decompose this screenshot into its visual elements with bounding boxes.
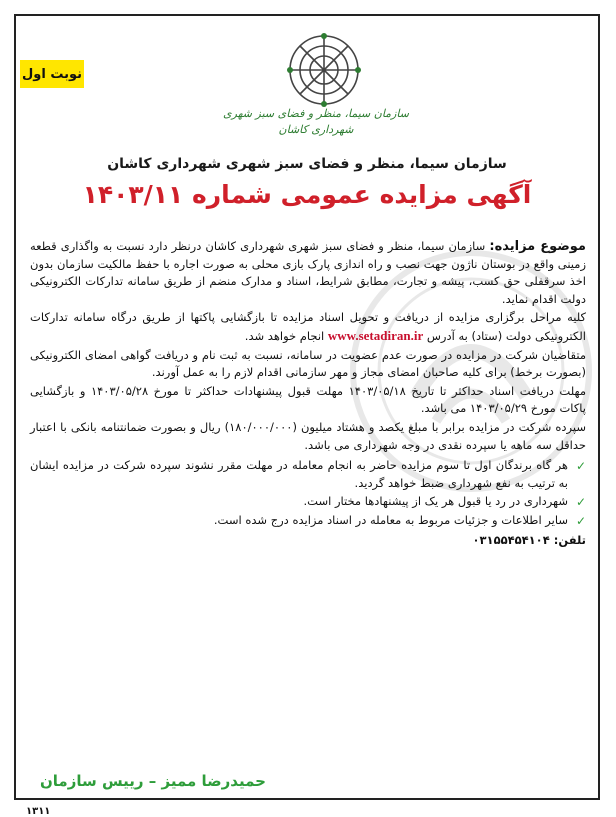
list-item-text: هر گاه برندگان اول تا سوم مزایده حاضر به انجام معامله در مهلت مقرر نشوند سپرده شرکت در مزایده ایشان به ترتیب به نفع شهرداری ضبط خواهد گردید. — [30, 458, 568, 490]
page-title: آگهی مزایده عمومی شماره ۱۴۰۳/۱۱ — [82, 180, 532, 209]
subject-paragraph — [30, 238, 586, 308]
list-item-text: سایر اطلاعات و جزئیات مربوط به معامله در اسناد مزایده درج شده است. — [213, 512, 568, 527]
setadiran-link[interactable]: www.setadiran.ir — [327, 327, 424, 343]
process-text: کلیه مراحل برگزاری مزایده از دریافت و تحویل اسناد مزایده تا بازگشایی پاکتها از طریق درگاه سامانه تدارکات الکترونیکی دولت (ستاد) به آدرس — [30, 310, 586, 343]
subject-label: موضوع مزایده: — [489, 239, 586, 254]
list-item — [30, 512, 586, 530]
process-text-end: انجام خواهد شد. — [244, 328, 325, 343]
organization-logo-icon — [284, 30, 364, 110]
conditions-list — [30, 457, 586, 529]
logo-subtext: شهرداری کاشان — [278, 123, 354, 136]
list-item — [30, 493, 586, 511]
registration-paragraph: متقاضیان شرکت در مزایده در صورت عدم عضویت در سامانه، نسبت به ثبت نام و دریافت گواهی امضای الکترونیکی (بصورت برخط) برای کلیه صاحبان امضای مجاز و مهر سازمانی اقدام لازم را به عمل آورند. — [30, 347, 586, 380]
check-icon: ✓ — [575, 459, 586, 474]
phone-label: تلفن: — [553, 532, 586, 547]
notice-body — [30, 238, 586, 549]
badge-label: نوبت اول — [21, 66, 83, 82]
check-icon: ✓ — [575, 495, 586, 510]
phone-number: ۰۳۱۵۵۴۵۴۱۰۴ — [472, 532, 550, 547]
notice-frame — [14, 14, 600, 817]
list-item-text: شهرداری در رد یا قبول هر یک از پیشنهادها مختار است. — [303, 494, 568, 509]
organization-name: سازمان سیما، منظر و فضای سبز شهری شهرداری کاشان — [107, 156, 507, 172]
signature: حمیدرضا ممیز – رییس سازمان — [40, 772, 266, 790]
deposit-paragraph: سپرده شرکت در مزایده برابر با مبلغ یکصد و هشتاد میلیون (۱۸۰/۰۰۰/۰۰۰) ریال و بصورت ضمانتنامه بانکی با اعتبار حداقل سه ماهه یا سپرده نقدی در وجه شهرداری می باشد. — [30, 419, 586, 452]
page-number: ۱۳۱۱ — [26, 806, 51, 817]
notice-round-badge — [20, 60, 84, 88]
check-icon: ✓ — [575, 513, 586, 528]
logo-text: سازمان سیما، منظر و فضای سبز شهری — [223, 107, 409, 120]
phone-line — [30, 532, 586, 550]
logo-wordmark — [216, 106, 416, 138]
deadline-paragraph: مهلت دریافت اسناد حداکثر تا تاریخ ۱۴۰۳/۰۵/۱۸ مهلت قبول پیشنهادات حداکثر تا مورخ ۱۴۰۳/۰۵/۲۸ و بازگشایی پاکات مورخ ۱۴۰۳/۰۵/۲۹ می باشد. — [30, 383, 586, 416]
process-paragraph — [30, 309, 586, 345]
subject-text: سازمان سیما، منظر و فضای سبز شهری شهرداری کاشان درنظر دارد نسبت به واگذاری قطعه زمینی واقع در بوستان ناژون جهت نصب و راه اندازی پارک بازی محلی به صورت اجاره با حفظ مالکیت سازمان بدون اخذ سرقفلی حق کسب، پیشه و تجارت، مطابق شرایط، اسناد و مدارک منضم از طریق سامانه تدارکات الکترونیکی دولت اقدام نماید. — [30, 239, 586, 306]
list-item — [30, 457, 586, 492]
